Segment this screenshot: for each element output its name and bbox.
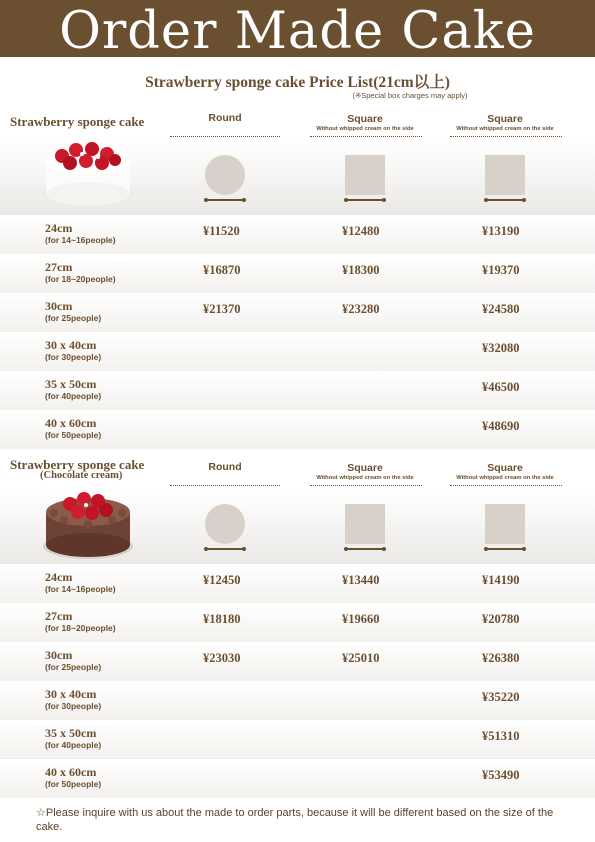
people-label: (for 40people) bbox=[45, 391, 102, 401]
price-square: ¥12480 bbox=[342, 224, 380, 238]
box-charge-note: (※Special box charges may apply) bbox=[352, 91, 468, 100]
size-label: 27cm bbox=[45, 260, 73, 274]
price-square-2: ¥48690 bbox=[482, 419, 520, 433]
people-label: (for 14~16people) bbox=[45, 235, 116, 245]
column-subtext: Without whipped cream on the side bbox=[316, 126, 414, 132]
square-shape-icon bbox=[485, 155, 525, 195]
size-label: 24cm bbox=[45, 221, 73, 235]
price-square: ¥25010 bbox=[342, 651, 380, 665]
price-row bbox=[0, 681, 595, 720]
price-row bbox=[0, 603, 595, 642]
price-square-2: ¥14190 bbox=[482, 573, 520, 587]
price-square-2: ¥53490 bbox=[482, 768, 520, 782]
people-label: (for 30people) bbox=[45, 352, 102, 362]
people-label: (for 18~20people) bbox=[45, 274, 116, 284]
price-square-2: ¥46500 bbox=[482, 380, 520, 394]
size-label: 30cm bbox=[45, 648, 73, 662]
price-row bbox=[0, 371, 595, 410]
price-square: ¥18300 bbox=[342, 263, 380, 277]
column-head-square-2 bbox=[445, 113, 565, 132]
price-square: ¥13440 bbox=[342, 573, 380, 587]
size-label: 24cm bbox=[45, 570, 73, 584]
column-name: Round bbox=[208, 461, 242, 473]
square-shape-icon bbox=[345, 155, 385, 195]
price-row bbox=[0, 293, 595, 332]
size-label: 40 x 60cm bbox=[45, 416, 97, 430]
size-label: 30 x 40cm bbox=[45, 338, 97, 352]
people-label: (for 18~20people) bbox=[45, 623, 116, 633]
price-square-2: ¥20780 bbox=[482, 612, 520, 626]
chocolate-strawberry-cake-image bbox=[40, 480, 136, 564]
price-square-2: ¥51310 bbox=[482, 729, 520, 743]
column-name: Square bbox=[487, 113, 523, 125]
price-row bbox=[0, 332, 595, 371]
dotted-divider bbox=[170, 136, 280, 137]
width-dimension-line bbox=[346, 548, 384, 550]
column-name: Square bbox=[487, 462, 523, 474]
column-subtext: Without whipped cream on the side bbox=[456, 475, 554, 481]
people-label: (for 50people) bbox=[45, 779, 102, 789]
size-label: 35 x 50cm bbox=[45, 377, 97, 391]
width-dimension-line bbox=[346, 199, 384, 201]
dotted-divider bbox=[310, 136, 422, 137]
title-banner bbox=[0, 0, 595, 61]
price-square-2: ¥35220 bbox=[482, 690, 520, 704]
square-shape-icon bbox=[485, 504, 525, 544]
price-row bbox=[0, 410, 595, 449]
price-row bbox=[0, 254, 595, 293]
price-round: ¥18180 bbox=[203, 612, 241, 626]
column-subtext: Without whipped cream on the side bbox=[316, 475, 414, 481]
size-label: 27cm bbox=[45, 609, 73, 623]
footer-note: ☆Please inquire with us about the made to order parts, because it will be different based on the size of the cake. bbox=[36, 807, 554, 833]
people-label: (for 25people) bbox=[45, 662, 102, 672]
price-round: ¥11520 bbox=[203, 224, 240, 238]
price-square: ¥23280 bbox=[342, 302, 380, 316]
people-label: (for 14~16people) bbox=[45, 584, 116, 594]
section-title: Strawberry sponge cake bbox=[10, 457, 145, 472]
column-head-square-2 bbox=[445, 462, 565, 481]
price-round: ¥21370 bbox=[203, 302, 241, 316]
people-label: (for 40people) bbox=[45, 740, 102, 750]
size-label: 30cm bbox=[45, 299, 73, 313]
column-head-round bbox=[170, 461, 280, 473]
price-square-2: ¥24580 bbox=[482, 302, 520, 316]
dotted-divider bbox=[450, 485, 562, 486]
round-shape-icon bbox=[205, 155, 245, 195]
price-square-2: ¥19370 bbox=[482, 263, 520, 277]
dotted-divider bbox=[170, 485, 280, 486]
size-label: 35 x 50cm bbox=[45, 726, 97, 740]
column-head-square-1 bbox=[305, 462, 425, 481]
section-subtitle: (Chocolate cream) bbox=[40, 470, 123, 481]
price-square-2: ¥13190 bbox=[482, 224, 520, 238]
width-dimension-line bbox=[486, 548, 524, 550]
dotted-divider bbox=[310, 485, 422, 486]
price-square-2: ¥32080 bbox=[482, 341, 520, 355]
size-label: 40 x 60cm bbox=[45, 765, 97, 779]
price-row bbox=[0, 642, 595, 681]
section-title: Strawberry sponge cake bbox=[10, 114, 145, 129]
width-dimension-line bbox=[206, 199, 244, 201]
price-round: ¥23030 bbox=[203, 651, 241, 665]
column-head-square-1 bbox=[305, 113, 425, 132]
price-round: ¥16870 bbox=[203, 263, 241, 277]
people-label: (for 50people) bbox=[45, 430, 102, 440]
price-row bbox=[0, 564, 595, 603]
dotted-divider bbox=[450, 136, 562, 137]
price-round: ¥12450 bbox=[203, 573, 241, 587]
column-name: Square bbox=[347, 113, 383, 125]
price-list-subtitle: Strawberry sponge cake Price List(21cm以上) bbox=[145, 74, 450, 91]
price-square-2: ¥26380 bbox=[482, 651, 520, 665]
people-label: (for 25people) bbox=[45, 313, 102, 323]
price-square: ¥19660 bbox=[342, 612, 380, 626]
price-row bbox=[0, 215, 595, 254]
width-dimension-line bbox=[486, 199, 524, 201]
white-strawberry-cake-image bbox=[40, 130, 136, 214]
page-title: Order Made Cake bbox=[59, 2, 536, 61]
square-shape-icon bbox=[345, 504, 385, 544]
width-dimension-line bbox=[206, 548, 244, 550]
column-head-round bbox=[170, 112, 280, 124]
price-row bbox=[0, 759, 595, 798]
column-subtext: Without whipped cream on the side bbox=[456, 126, 554, 132]
column-name: Square bbox=[347, 462, 383, 474]
people-label: (for 30people) bbox=[45, 701, 102, 711]
round-shape-icon bbox=[205, 504, 245, 544]
price-row bbox=[0, 720, 595, 759]
column-name: Round bbox=[208, 112, 242, 124]
size-label: 30 x 40cm bbox=[45, 687, 97, 701]
